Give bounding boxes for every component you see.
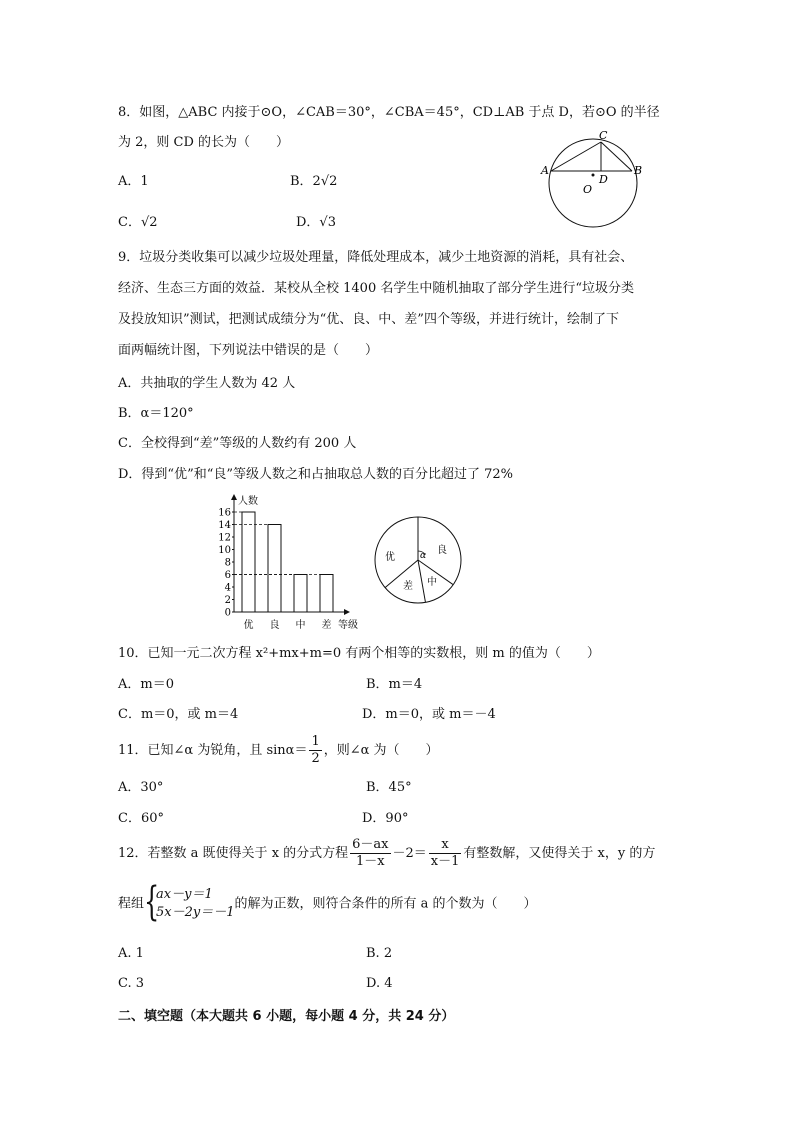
q12-option-d: D. 4 [366, 976, 393, 991]
y-tick-label: 6 [224, 570, 231, 581]
brace-icon: { [144, 879, 160, 925]
q8-stem-line1: 8．如图，△ABC 内接于⊙O，∠CAB＝30°，∠CBA＝45°，CD⊥AB 于点 D，若⊙O 的半径 [118, 105, 660, 120]
label-c: C [599, 129, 608, 142]
q11-stem-post: ，则∠α 为（ ） [323, 743, 439, 758]
q11-option-d: D．90° [362, 811, 409, 826]
bar-chart [206, 492, 366, 632]
pie-chart [372, 515, 468, 607]
q8-option-d: D．√3 [296, 215, 336, 230]
q12-post: 有整数解，又使得关于 x，y 的方 [463, 846, 656, 861]
q12-option-b: B. 2 [366, 946, 393, 961]
q9-option-d: D．得到“优”和“良”等级人数之和占抽取总人数的百分比超过了 72% [118, 467, 514, 482]
q12-option-a: A. 1 [118, 946, 144, 961]
q10-stem: 10．已知一元二次方程 x²+mx+m=0 有两个相等的实数根，则 m 的值为（ ） [118, 646, 600, 661]
q10-option-d: D．m＝0，或 m＝－4 [362, 707, 496, 722]
y-tick-label: 0 [224, 607, 231, 619]
x-tick-label: 中 [295, 620, 306, 631]
alpha-label: α [420, 551, 427, 561]
q9-stem-line4: 面两幅统计图，下列说法中错误的是（ ） [118, 343, 379, 358]
q9-option-b: B．α＝120° [118, 406, 194, 421]
q11-stem [118, 733, 439, 769]
q12-f1-num: 6－ax [352, 837, 389, 852]
q8-option-a: A．1 [118, 174, 149, 189]
pie-slice-label: 优 [385, 552, 395, 563]
y-tick-label: 10 [218, 545, 231, 556]
bar [242, 512, 255, 612]
q11-option-a: A．30° [118, 780, 164, 795]
q11-stem-pre: 11．已知∠α 为锐角，且 sinα＝ [118, 743, 308, 758]
q12-equation-system [144, 879, 235, 925]
bar [268, 525, 281, 613]
q8-option-c: C．√2 [118, 215, 158, 230]
x-axis-arrow-icon [344, 609, 350, 615]
q10-option-a: A．m＝0 [118, 677, 174, 692]
label-d: D [599, 173, 608, 186]
q8-option-b: B．2√2 [290, 174, 338, 189]
q11-frac-num: 1 [311, 734, 320, 749]
q12-f1-den: 1－x [356, 854, 385, 869]
q12-stem-line2 [118, 879, 537, 925]
q11-option-b: B．45° [366, 780, 412, 795]
q12-mid: －2＝ [392, 846, 427, 861]
label-b: B [634, 164, 643, 177]
center-point [592, 174, 595, 177]
q10-option-b: B．m＝4 [366, 677, 423, 692]
q12-line2-pre: 程组 [118, 896, 145, 912]
q9-stem-line3: 及投放知识”测试，把测试成绩分为“优、良、中、差”四个等级，并进行统计，绘制了下 [118, 312, 619, 327]
y-tick-label: 2 [224, 595, 231, 606]
pie-slice-label: 差 [403, 581, 413, 592]
pie-slice-label: 良 [437, 545, 447, 556]
q12-line2-post: 的解为正数，则符合条件的所有 a 的个数为（ ） [234, 896, 537, 912]
x-tick-label: 优 [243, 620, 254, 631]
q12-eq1: ax－y＝1 [156, 887, 213, 902]
bar [294, 575, 307, 613]
bar [320, 575, 333, 613]
q9-stem-line2: 经济、生态三方面的效益．某校从全校 1400 名学生中随机抽取了部分学生进行“垃圾分类 [118, 281, 634, 296]
circle-o [549, 139, 637, 227]
y-tick-label: 8 [224, 557, 231, 569]
q9-option-c: C．全校得到“差”等级的人数约有 200 人 [118, 436, 357, 451]
label-a: A [541, 164, 549, 177]
q8-stem-line2: 为 2，则 CD 的长为（ ） [118, 135, 290, 150]
y-axis-label: 人数 [238, 496, 258, 507]
y-axis-arrow-icon [231, 494, 237, 500]
q11-option-c: C．60° [118, 811, 164, 826]
section-2-heading: 二、填空题（本大题共 6 小题，每小题 4 分，共 24 分） [118, 1009, 455, 1024]
x-tick-label: 良 [269, 620, 280, 631]
q10-option-c: C．m＝0，或 m＝4 [118, 707, 239, 722]
q9-option-a: A．共抽取的学生人数为 42 人 [118, 376, 296, 391]
x-axis-label: 等级 [338, 620, 358, 631]
q11-frac-den: 2 [311, 751, 320, 766]
q9-stem-line1: 9．垃圾分类收集可以减少垃圾处理量，降低处理成本，减少土地资源的消耗，具有社会、 [118, 250, 634, 265]
q12-f2-num: x [429, 837, 462, 854]
label-o: O [583, 183, 593, 196]
y-tick-label: 12 [218, 532, 231, 544]
q12-option-c: C. 3 [118, 976, 145, 991]
q12-fraction-1 [350, 837, 390, 870]
q8-circle-figure [538, 128, 648, 233]
q11-fraction [309, 734, 321, 767]
x-tick-label: 差 [321, 620, 332, 631]
y-tick-label: 4 [224, 582, 231, 594]
y-tick-label: 16 [218, 507, 231, 519]
pie-slice-label: 中 [427, 577, 437, 588]
q12-stem-line1 [118, 836, 655, 872]
q12-f2-den: x－1 [430, 854, 460, 869]
q12-eq2: 5x－2y＝－1 [156, 905, 235, 920]
q12-fraction-2 [429, 837, 462, 870]
y-tick-label: 14 [218, 520, 231, 531]
q12-pre: 12．若整数 a 既使得关于 x 的分式方程 [118, 846, 349, 861]
